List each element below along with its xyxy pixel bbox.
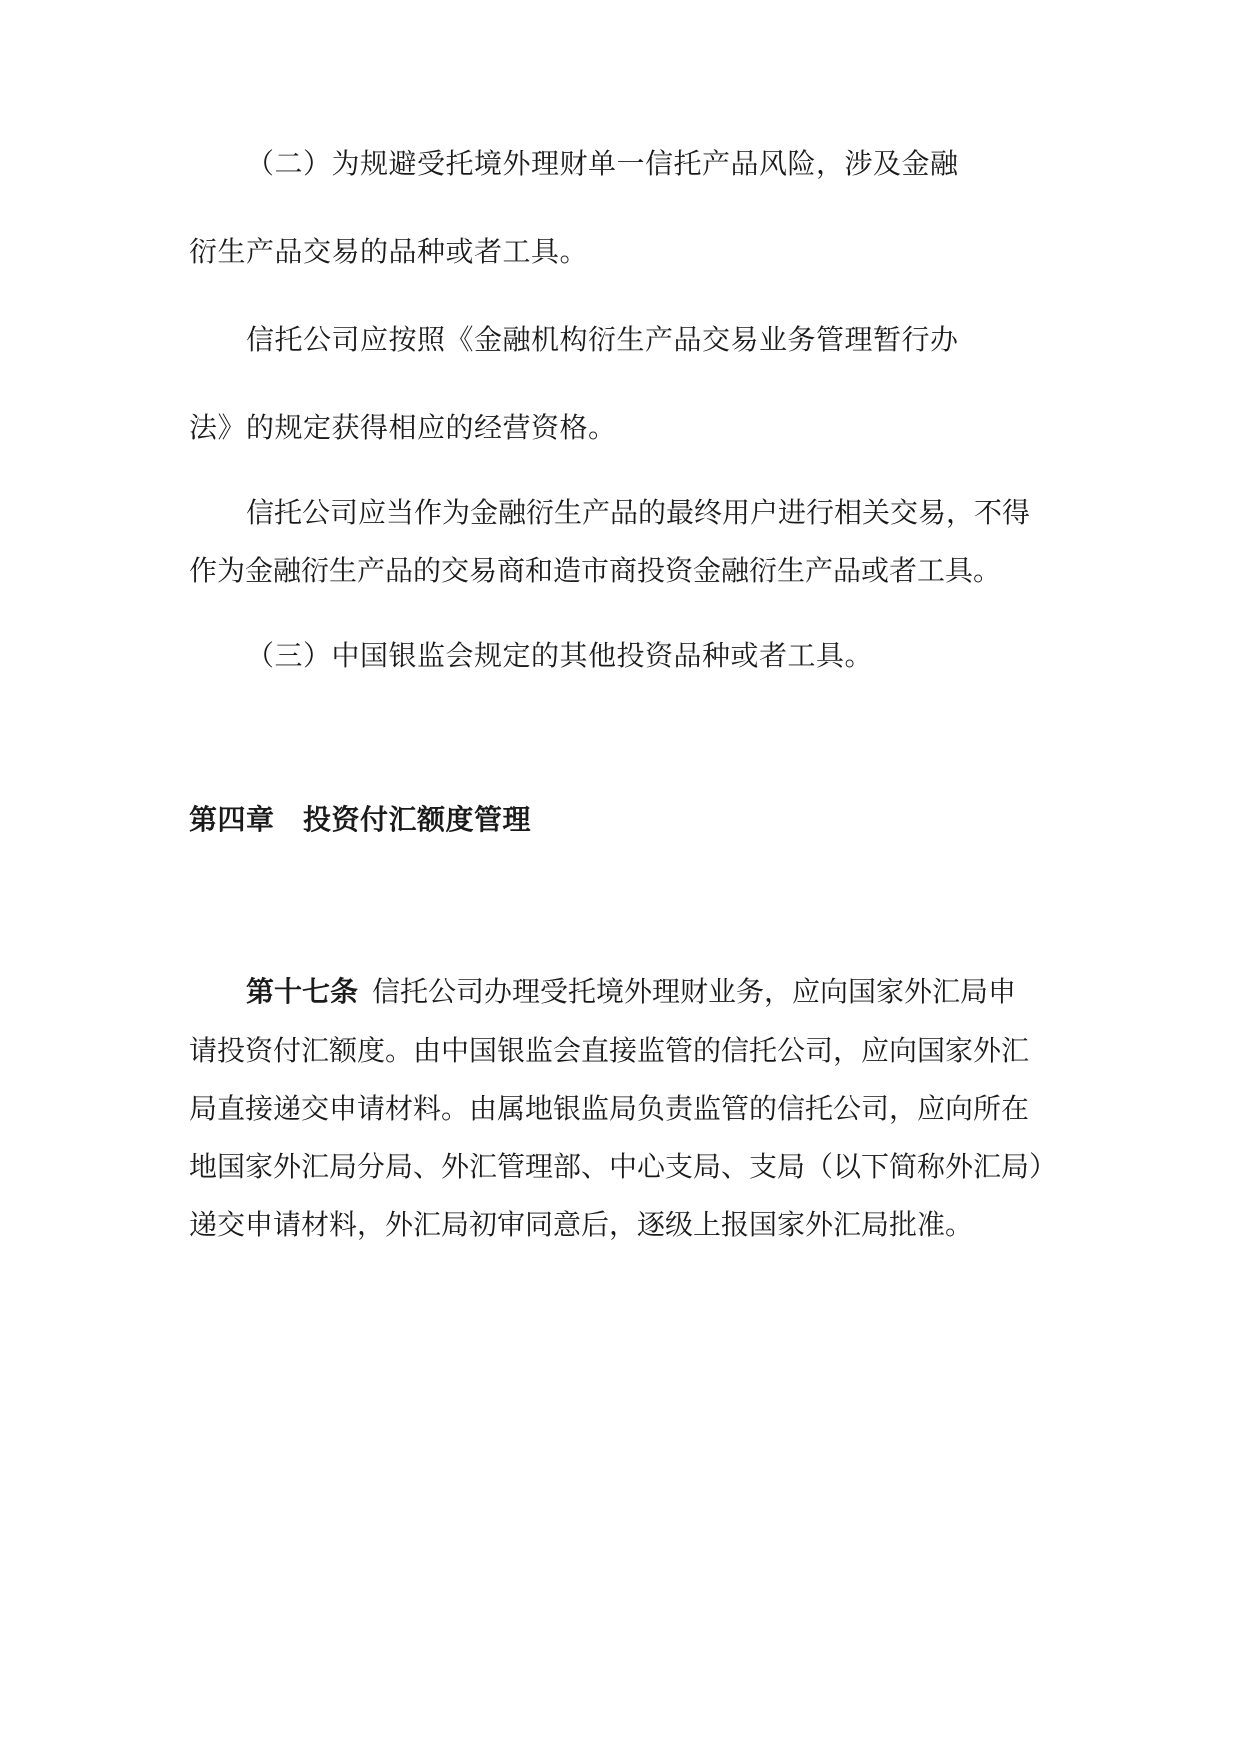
paragraph-2-line-2: 衍生产品交易的品种或者工具。 <box>189 235 589 268</box>
article-17-line-1 <box>246 972 1016 1012</box>
chapter-heading: 第四章 投资付汇额度管理 <box>189 803 532 836</box>
paragraph-4-line-1: 信托公司应当作为金融衍生产品的最终用户进行相关交易，不得 <box>246 496 1031 529</box>
article-17-line-3: 局直接递交申请材料。由属地银监局负责监管的信托公司，应向所在 <box>189 1092 1030 1125</box>
article-17-text-1: 信托公司办理受托境外理财业务，应向国家外汇局申 <box>372 975 1017 1008</box>
paragraph-5: （三）中国银监会规定的其他投资品种或者工具。 <box>246 639 874 672</box>
paragraph-3-line-1: 信托公司应按照《金融机构衍生产品交易业务管理暂行办 <box>246 323 959 356</box>
article-17-label: 第十七条 <box>246 975 359 1008</box>
paragraph-4-line-2: 作为金融衍生产品的交易商和造市商投资金融衍生产品或者工具。 <box>189 554 1002 587</box>
article-17-line-4: 地国家外汇局分局、外汇管理部、中心支局、支局（以下简称外汇局） <box>189 1150 1058 1183</box>
paragraph-2-line-1: （二）为规避受托境外理财单一信托产品风险，涉及金融 <box>246 147 959 180</box>
article-17-line-5: 递交申请材料，外汇局初审同意后，逐级上报国家外汇局批准。 <box>189 1208 974 1241</box>
article-17-line-2: 请投资付汇额度。由中国银监会直接监管的信托公司，应向国家外汇 <box>189 1034 1030 1067</box>
paragraph-3-line-2: 法》的规定获得相应的经营资格。 <box>189 411 617 444</box>
